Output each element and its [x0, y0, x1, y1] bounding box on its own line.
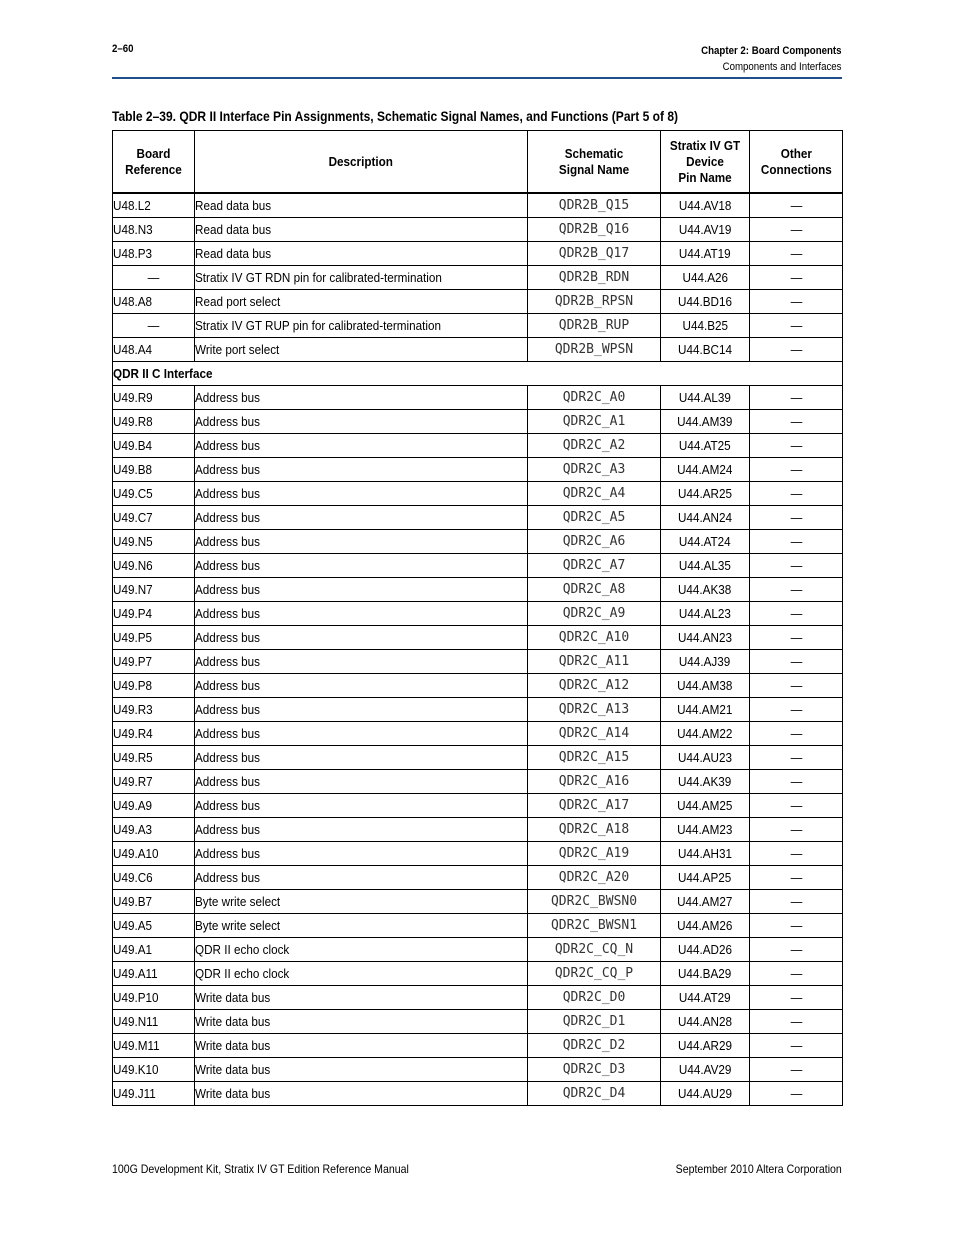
description-cell: Address bus	[195, 506, 528, 530]
other-connections-cell: —	[750, 626, 843, 650]
description-cell: Write data bus	[195, 986, 528, 1010]
board-reference-cell: U49.J11	[113, 1082, 195, 1106]
signal-name-cell: QDR2C_D4	[528, 1082, 661, 1106]
description-cell: Read data bus	[195, 242, 528, 266]
table-header-row	[113, 131, 843, 194]
other-connections-cell: —	[750, 890, 843, 914]
table-row	[113, 314, 843, 338]
description-cell: Byte write select	[195, 914, 528, 938]
device-pin-cell: U44.AH31	[661, 842, 750, 866]
table-row	[113, 193, 843, 218]
signal-name-cell: QDR2B_RUP	[528, 314, 661, 338]
device-pin-cell: U44.AU23	[661, 746, 750, 770]
other-connections-cell: —	[750, 842, 843, 866]
device-pin-cell: U44.AN23	[661, 626, 750, 650]
board-reference-cell: U49.R3	[113, 698, 195, 722]
board-reference-cell: U49.P5	[113, 626, 195, 650]
table-row	[113, 578, 843, 602]
signal-name-cell: QDR2C_D0	[528, 986, 661, 1010]
table-row	[113, 1010, 843, 1034]
table-row	[113, 794, 843, 818]
board-reference-cell: U49.N11	[113, 1010, 195, 1034]
device-pin-cell: U44.AM21	[661, 698, 750, 722]
table-row	[113, 602, 843, 626]
board-reference-cell: U49.B4	[113, 434, 195, 458]
description-cell: Address bus	[195, 410, 528, 434]
other-connections-cell: —	[750, 602, 843, 626]
device-pin-cell: U44.AJ39	[661, 650, 750, 674]
table-row	[113, 914, 843, 938]
signal-name-cell: QDR2C_BWSN0	[528, 890, 661, 914]
board-reference-cell: U49.A3	[113, 818, 195, 842]
other-connections-cell: —	[750, 1058, 843, 1082]
table-row	[113, 386, 843, 410]
description-cell: Address bus	[195, 794, 528, 818]
device-pin-cell: U44.AV18	[661, 193, 750, 218]
description-cell: Stratix IV GT RDN pin for calibrated-termination	[195, 266, 528, 290]
other-connections-cell: —	[750, 650, 843, 674]
signal-name-cell: QDR2C_A7	[528, 554, 661, 578]
description-cell: Read port select	[195, 290, 528, 314]
other-connections-cell: —	[750, 193, 843, 218]
other-connections-cell: —	[750, 698, 843, 722]
other-connections-cell: —	[750, 938, 843, 962]
page-number: 2–60	[112, 43, 134, 55]
signal-name-cell: QDR2C_A19	[528, 842, 661, 866]
signal-name-cell: QDR2C_CQ_N	[528, 938, 661, 962]
section-row	[113, 362, 843, 386]
board-reference-cell: U48.N3	[113, 218, 195, 242]
device-pin-cell: U44.AL35	[661, 554, 750, 578]
table-row	[113, 1034, 843, 1058]
description-cell: Address bus	[195, 722, 528, 746]
signal-name-cell: QDR2C_A14	[528, 722, 661, 746]
board-reference-cell: U48.P3	[113, 242, 195, 266]
board-reference-cell: U49.A5	[113, 914, 195, 938]
table-row	[113, 890, 843, 914]
signal-name-cell: QDR2C_D1	[528, 1010, 661, 1034]
board-reference-cell: U49.R4	[113, 722, 195, 746]
board-reference-cell: U49.A10	[113, 842, 195, 866]
section-title-cell: QDR II C Interface	[113, 362, 843, 386]
table-row	[113, 770, 843, 794]
board-reference-cell: U49.R7	[113, 770, 195, 794]
device-pin-cell: U44.AT24	[661, 530, 750, 554]
device-pin-cell: U44.AM39	[661, 410, 750, 434]
running-header	[682, 43, 842, 75]
board-reference-cell: U48.L2	[113, 193, 195, 218]
other-connections-cell: —	[750, 434, 843, 458]
other-connections-cell: —	[750, 1034, 843, 1058]
board-reference-cell: U49.B7	[113, 890, 195, 914]
device-pin-cell: U44.AT25	[661, 434, 750, 458]
table-row	[113, 554, 843, 578]
board-reference-cell: U49.C7	[113, 506, 195, 530]
signal-name-cell: QDR2C_A11	[528, 650, 661, 674]
other-connections-cell: —	[750, 1082, 843, 1106]
device-pin-cell: U44.B25	[661, 314, 750, 338]
table-row	[113, 650, 843, 674]
board-reference-cell: U49.C6	[113, 866, 195, 890]
table-row	[113, 962, 843, 986]
board-reference-cell: U49.P7	[113, 650, 195, 674]
signal-name-cell: QDR2C_A10	[528, 626, 661, 650]
description-cell: Address bus	[195, 698, 528, 722]
description-cell: QDR II echo clock	[195, 938, 528, 962]
description-cell: Read data bus	[195, 218, 528, 242]
table-row	[113, 986, 843, 1010]
device-pin-cell: U44.AM26	[661, 914, 750, 938]
header-device-pin-name: Stratix IV GT Device Pin Name	[661, 131, 750, 194]
device-pin-cell: U44.AM22	[661, 722, 750, 746]
device-pin-cell: U44.AM27	[661, 890, 750, 914]
description-cell: Address bus	[195, 434, 528, 458]
other-connections-cell: —	[750, 770, 843, 794]
description-cell: Address bus	[195, 746, 528, 770]
board-reference-cell: U49.P8	[113, 674, 195, 698]
signal-name-cell: QDR2C_D3	[528, 1058, 661, 1082]
signal-name-cell: QDR2C_A8	[528, 578, 661, 602]
board-reference-cell: U48.A8	[113, 290, 195, 314]
device-pin-cell: U44.AM24	[661, 458, 750, 482]
signal-name-cell: QDR2C_A13	[528, 698, 661, 722]
description-cell: Stratix IV GT RUP pin for calibrated-termination	[195, 314, 528, 338]
signal-name-cell: QDR2B_Q17	[528, 242, 661, 266]
device-pin-cell: U44.AD26	[661, 938, 750, 962]
device-pin-cell: U44.AL23	[661, 602, 750, 626]
signal-name-cell: QDR2C_A16	[528, 770, 661, 794]
board-reference-cell: U49.A1	[113, 938, 195, 962]
board-reference-cell: U49.N6	[113, 554, 195, 578]
signal-name-cell: QDR2C_A5	[528, 506, 661, 530]
board-reference-cell: U49.N7	[113, 578, 195, 602]
description-cell: Byte write select	[195, 890, 528, 914]
device-pin-cell: U44.A26	[661, 266, 750, 290]
signal-name-cell: QDR2C_A3	[528, 458, 661, 482]
description-cell: Address bus	[195, 674, 528, 698]
signal-name-cell: QDR2C_A18	[528, 818, 661, 842]
signal-name-cell: QDR2C_BWSN1	[528, 914, 661, 938]
table-row	[113, 1058, 843, 1082]
device-pin-cell: U44.AN24	[661, 506, 750, 530]
signal-name-cell: QDR2C_A4	[528, 482, 661, 506]
other-connections-cell: —	[750, 410, 843, 434]
table-row	[113, 242, 843, 266]
table-row	[113, 338, 843, 362]
table-row	[113, 290, 843, 314]
signal-name-cell: QDR2C_D2	[528, 1034, 661, 1058]
other-connections-cell: —	[750, 578, 843, 602]
other-connections-cell: —	[750, 962, 843, 986]
table-row	[113, 842, 843, 866]
other-connections-cell: —	[750, 290, 843, 314]
device-pin-cell: U44.AM25	[661, 794, 750, 818]
signal-name-cell: QDR2C_A12	[528, 674, 661, 698]
board-reference-cell: U49.R5	[113, 746, 195, 770]
description-cell: Address bus	[195, 578, 528, 602]
description-cell: QDR II echo clock	[195, 962, 528, 986]
header-rule	[112, 77, 842, 79]
device-pin-cell: U44.AM23	[661, 818, 750, 842]
other-connections-cell: —	[750, 554, 843, 578]
footer-date-company: September 2010 Altera Corporation	[675, 1162, 842, 1176]
table-row	[113, 938, 843, 962]
pin-assignment-table	[112, 130, 843, 1106]
board-reference-cell: U49.R8	[113, 410, 195, 434]
table-row	[113, 866, 843, 890]
signal-name-cell: QDR2C_A20	[528, 866, 661, 890]
other-connections-cell: —	[750, 338, 843, 362]
board-reference-cell: U49.K10	[113, 1058, 195, 1082]
device-pin-cell: U44.AN28	[661, 1010, 750, 1034]
table-row	[113, 266, 843, 290]
device-pin-cell: U44.AT29	[661, 986, 750, 1010]
device-pin-cell: U44.BC14	[661, 338, 750, 362]
other-connections-cell: —	[750, 794, 843, 818]
description-cell: Address bus	[195, 554, 528, 578]
signal-name-cell: QDR2B_RPSN	[528, 290, 661, 314]
description-cell: Address bus	[195, 770, 528, 794]
device-pin-cell: U44.AP25	[661, 866, 750, 890]
header-description: Description	[195, 131, 528, 194]
device-pin-cell: U44.AM38	[661, 674, 750, 698]
table-row	[113, 818, 843, 842]
other-connections-cell: —	[750, 386, 843, 410]
description-cell: Address bus	[195, 650, 528, 674]
other-connections-cell: —	[750, 674, 843, 698]
footer-doc-title: 100G Development Kit, Stratix IV GT Edition Reference Manual	[112, 1162, 409, 1176]
table-row	[113, 674, 843, 698]
table-row	[113, 434, 843, 458]
signal-name-cell: QDR2B_Q16	[528, 218, 661, 242]
board-reference-cell: U49.P4	[113, 602, 195, 626]
header-board-reference: Board Reference	[113, 131, 195, 194]
description-cell: Address bus	[195, 386, 528, 410]
board-reference-cell: U49.A11	[113, 962, 195, 986]
other-connections-cell: —	[750, 866, 843, 890]
other-connections-cell: —	[750, 818, 843, 842]
board-reference-cell: U49.B8	[113, 458, 195, 482]
chapter-title: Chapter 2: Board Components	[701, 45, 842, 57]
board-reference-cell: U49.M11	[113, 1034, 195, 1058]
section-title: Components and Interfaces	[723, 61, 842, 73]
description-cell: Write data bus	[195, 1010, 528, 1034]
device-pin-cell: U44.AK39	[661, 770, 750, 794]
description-cell: Address bus	[195, 602, 528, 626]
table-row	[113, 458, 843, 482]
board-reference-cell: U48.A4	[113, 338, 195, 362]
other-connections-cell: —	[750, 986, 843, 1010]
device-pin-cell: U44.AR25	[661, 482, 750, 506]
description-cell: Address bus	[195, 866, 528, 890]
board-reference-cell: U49.C5	[113, 482, 195, 506]
board-reference-cell: —	[113, 266, 195, 290]
table-row	[113, 218, 843, 242]
device-pin-cell: U44.AV19	[661, 218, 750, 242]
other-connections-cell: —	[750, 506, 843, 530]
description-cell: Write data bus	[195, 1082, 528, 1106]
other-connections-cell: —	[750, 266, 843, 290]
description-cell: Read data bus	[195, 193, 528, 218]
signal-name-cell: QDR2C_A6	[528, 530, 661, 554]
other-connections-cell: —	[750, 1010, 843, 1034]
description-cell: Address bus	[195, 482, 528, 506]
table-row	[113, 530, 843, 554]
signal-name-cell: QDR2C_A17	[528, 794, 661, 818]
device-pin-cell: U44.AV29	[661, 1058, 750, 1082]
description-cell: Address bus	[195, 458, 528, 482]
other-connections-cell: —	[750, 314, 843, 338]
device-pin-cell: U44.AL39	[661, 386, 750, 410]
other-connections-cell: —	[750, 218, 843, 242]
header-other-connections: Other Connections	[750, 131, 843, 194]
board-reference-cell: U49.N5	[113, 530, 195, 554]
description-cell: Write data bus	[195, 1034, 528, 1058]
board-reference-cell: U49.A9	[113, 794, 195, 818]
signal-name-cell: QDR2C_CQ_P	[528, 962, 661, 986]
signal-name-cell: QDR2B_Q15	[528, 193, 661, 218]
signal-name-cell: QDR2C_A1	[528, 410, 661, 434]
signal-name-cell: QDR2C_A15	[528, 746, 661, 770]
description-cell: Address bus	[195, 842, 528, 866]
other-connections-cell: —	[750, 530, 843, 554]
other-connections-cell: —	[750, 242, 843, 266]
description-cell: Address bus	[195, 530, 528, 554]
table-row	[113, 746, 843, 770]
table-row	[113, 410, 843, 434]
signal-name-cell: QDR2C_A2	[528, 434, 661, 458]
other-connections-cell: —	[750, 482, 843, 506]
header-schematic-signal-name: Schematic Signal Name	[528, 131, 661, 194]
description-cell: Write data bus	[195, 1058, 528, 1082]
table-row	[113, 482, 843, 506]
description-cell: Write port select	[195, 338, 528, 362]
device-pin-cell: U44.AT19	[661, 242, 750, 266]
table-caption: Table 2–39. QDR II Interface Pin Assignments, Schematic Signal Names, and Functions (Part 5 of 8)	[112, 108, 679, 124]
device-pin-cell: U44.AU29	[661, 1082, 750, 1106]
signal-name-cell: QDR2B_RDN	[528, 266, 661, 290]
device-pin-cell: U44.AR29	[661, 1034, 750, 1058]
other-connections-cell: —	[750, 722, 843, 746]
table-row	[113, 506, 843, 530]
signal-name-cell: QDR2C_A0	[528, 386, 661, 410]
table-row	[113, 626, 843, 650]
signal-name-cell: QDR2B_WPSN	[528, 338, 661, 362]
device-pin-cell: U44.BD16	[661, 290, 750, 314]
table-row	[113, 698, 843, 722]
description-cell: Address bus	[195, 626, 528, 650]
other-connections-cell: —	[750, 914, 843, 938]
board-reference-cell: —	[113, 314, 195, 338]
device-pin-cell: U44.BA29	[661, 962, 750, 986]
other-connections-cell: —	[750, 458, 843, 482]
description-cell: Address bus	[195, 818, 528, 842]
board-reference-cell: U49.R9	[113, 386, 195, 410]
board-reference-cell: U49.P10	[113, 986, 195, 1010]
other-connections-cell: —	[750, 746, 843, 770]
device-pin-cell: U44.AK38	[661, 578, 750, 602]
table-row	[113, 1082, 843, 1106]
signal-name-cell: QDR2C_A9	[528, 602, 661, 626]
table-row	[113, 722, 843, 746]
